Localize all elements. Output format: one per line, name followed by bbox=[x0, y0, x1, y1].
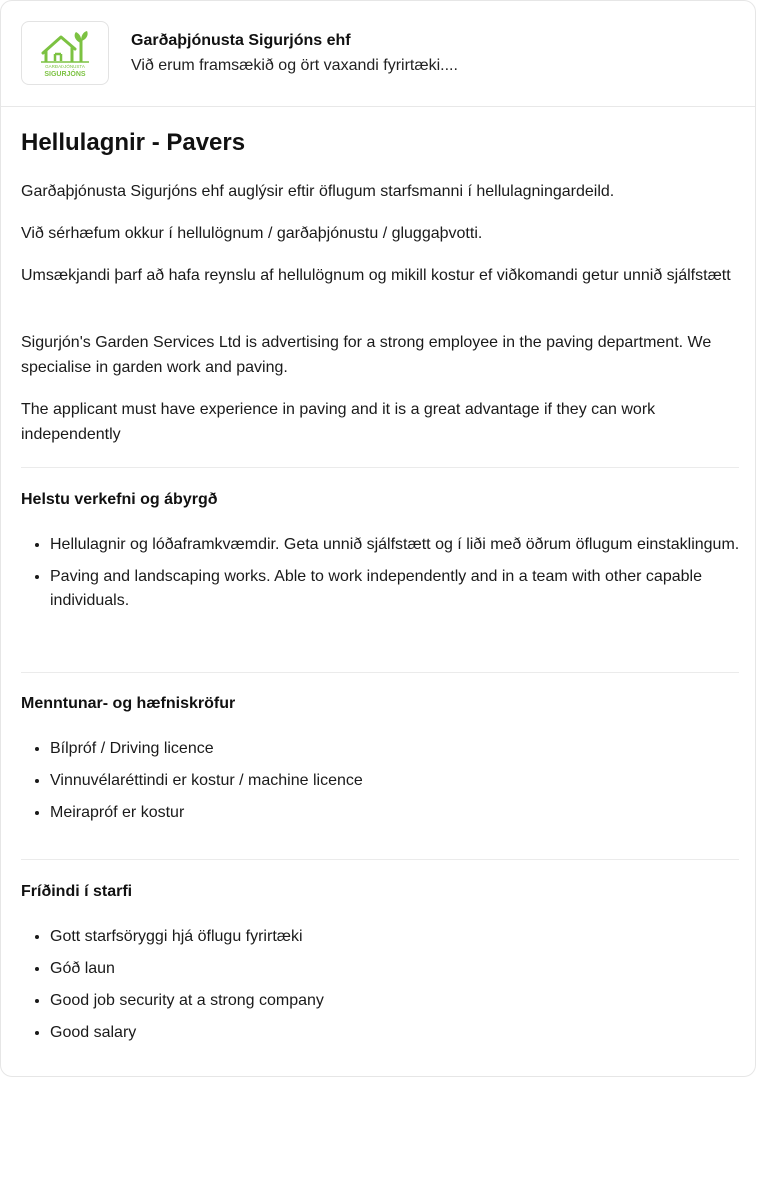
list-item: • Vinnuvélaréttindi er kostur / machine licence bbox=[50, 769, 740, 793]
divider bbox=[21, 672, 739, 673]
company-name[interactable]: Garðaþjónusta Sigurjóns ehf bbox=[131, 32, 351, 49]
company-logo[interactable] bbox=[21, 21, 109, 85]
company-tagline: Við erum framsækið og ört vaxandi fyrirtæki.... bbox=[131, 57, 458, 74]
qualifications-list bbox=[21, 737, 740, 833]
list-item: • Bílpróf / Driving licence bbox=[50, 737, 740, 761]
divider bbox=[21, 859, 739, 860]
logo-text-top: GARÐAÞJÓNUSTA bbox=[45, 64, 85, 69]
list-item: • Paving and landscaping works. Able to work independently and in a team with other capable individuals. bbox=[50, 565, 740, 613]
benefits-list bbox=[21, 925, 740, 1053]
list-item: • Góð laun bbox=[50, 957, 740, 981]
house-leaf-icon bbox=[35, 27, 95, 79]
responsibilities-list bbox=[21, 533, 740, 621]
divider bbox=[21, 467, 739, 468]
section-title-responsibilities: Helstu verkefni og ábyrgð bbox=[21, 491, 218, 508]
requirement-paragraph: Umsækjandi þarf að hafa reynslu af hellulögnum og mikill kostur ef viðkomandi getur unnið sjálfstætt bbox=[21, 267, 731, 284]
specialty-paragraph: Við sérhæfum okkur í hellulögnum / garðaþjónustu / gluggaþvotti. bbox=[21, 225, 483, 242]
company-header bbox=[1, 1, 755, 107]
list-item: • Hellulagnir og lóðaframkvæmdir. Geta unnið sjálfstætt og í liði með öðrum öflugum einstaklingum. bbox=[50, 533, 740, 557]
english-requirement-paragraph: The applicant must have experience in paving and it is a great advantage if they can work independently bbox=[21, 401, 656, 443]
section-title-qualifications: Menntunar- og hæfniskröfur bbox=[21, 695, 236, 712]
job-title: Hellulagnir - Pavers bbox=[21, 129, 246, 156]
intro-paragraph: Garðaþjónusta Sigurjóns ehf auglýsir eftir öflugum starfsmanni í hellulagningardeild. bbox=[21, 183, 615, 200]
section-title-benefits: Fríðindi í starfi bbox=[21, 883, 133, 900]
list-item: • Meirapróf er kostur bbox=[50, 801, 740, 825]
english-intro-paragraph: Sigurjón's Garden Services Ltd is advertising for a strong employee in the paving department. We specialise in garden work and paving. bbox=[21, 334, 712, 376]
list-item: • Gott starfsöryggi hjá öflugu fyrirtæki bbox=[50, 925, 740, 949]
logo-text-bottom: SIGURJÓNS bbox=[44, 71, 86, 78]
list-item: • Good salary bbox=[50, 1021, 740, 1045]
list-item: • Good job security at a strong company bbox=[50, 989, 740, 1013]
